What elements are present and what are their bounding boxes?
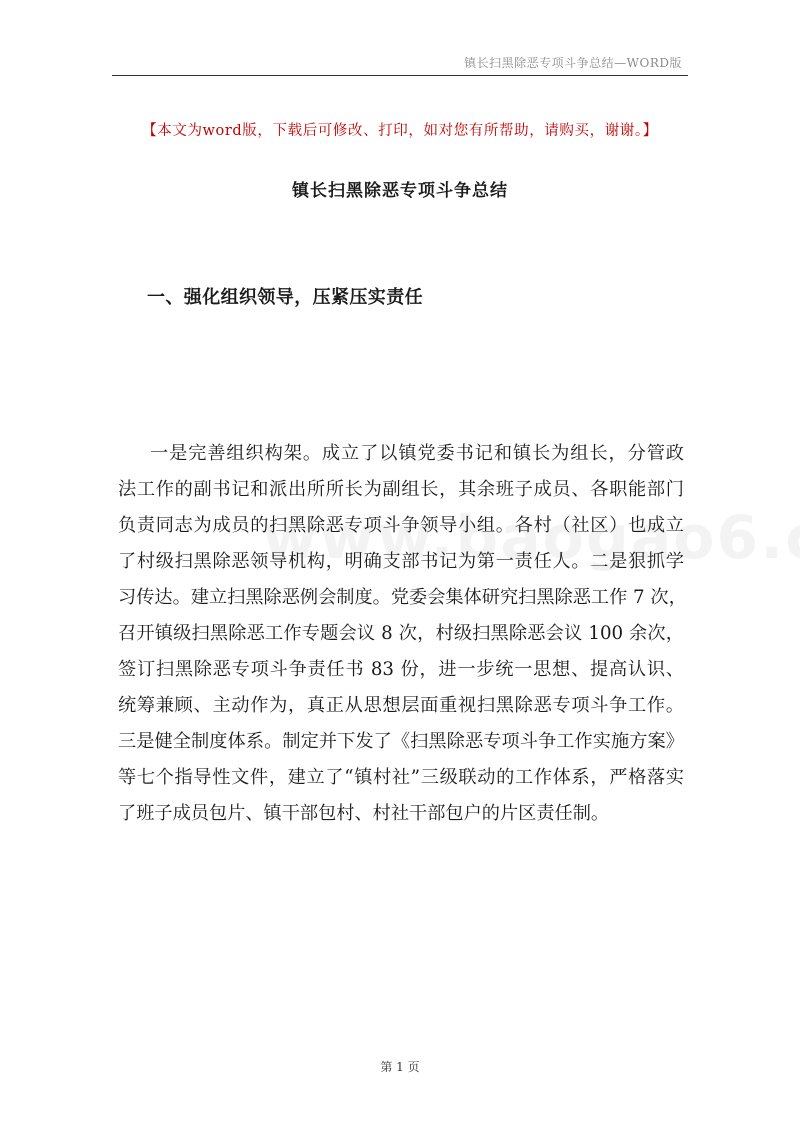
section-heading: 一、强化组织领导，压紧压实责任	[147, 287, 423, 308]
paragraph-line: 了班子成员包片、镇干部包村、村社干部包户的片区责任制。	[118, 803, 610, 824]
header-divider	[112, 75, 688, 76]
page-number: 第 1 页	[380, 1060, 420, 1074]
paragraph-line: 召开镇级扫黑除恶工作专题会议 8 次，村级扫黑除恶会议 100 余次，	[118, 623, 684, 644]
paragraph-line: 等七个指导性文件，建立了“镇村社”三级联动的工作体系，严格落实	[118, 767, 684, 788]
paragraph-line: 统筹兼顾、主动作为，真正从思想层面重视扫黑除恶专项斗争工作。	[118, 695, 684, 716]
paragraph-line: 法工作的副书记和派出所所长为副组长，其余班子成员、各职能部门	[118, 479, 684, 500]
header-running-title: 镇长扫黑除恶专项斗争总结—WORD版	[464, 56, 682, 70]
paragraph-line: 习传达。建立扫黑除恶例会制度。党委会集体研究扫黑除恶工作 7 次，	[118, 587, 687, 608]
paragraph-line: 了村级扫黑除恶领导机构，明确支部书记为第一责任人。二是狠抓学	[118, 551, 684, 572]
paragraph-line: 一是完善组织构架。成立了以镇党委书记和镇长为组长，分管政	[150, 443, 684, 464]
document-title: 镇长扫黑除恶专项斗争总结	[292, 181, 508, 201]
purchase-notice: 【本文为word版，下载后可修改、打印，如对您有所帮助，请购买，谢谢。】	[142, 123, 658, 139]
paragraph-line: 签订扫黑除恶专项斗争责任书 83 份，进一步统一思想、提高认识、	[118, 659, 684, 680]
paragraph-line: 三是健全制度体系。制定并下发了《扫黑除恶专项斗争工作实施方案》	[118, 731, 684, 752]
paragraph-line: 负责同志为成员的扫黑除恶专项斗争领导小组。各村（社区）也成立	[118, 515, 684, 536]
